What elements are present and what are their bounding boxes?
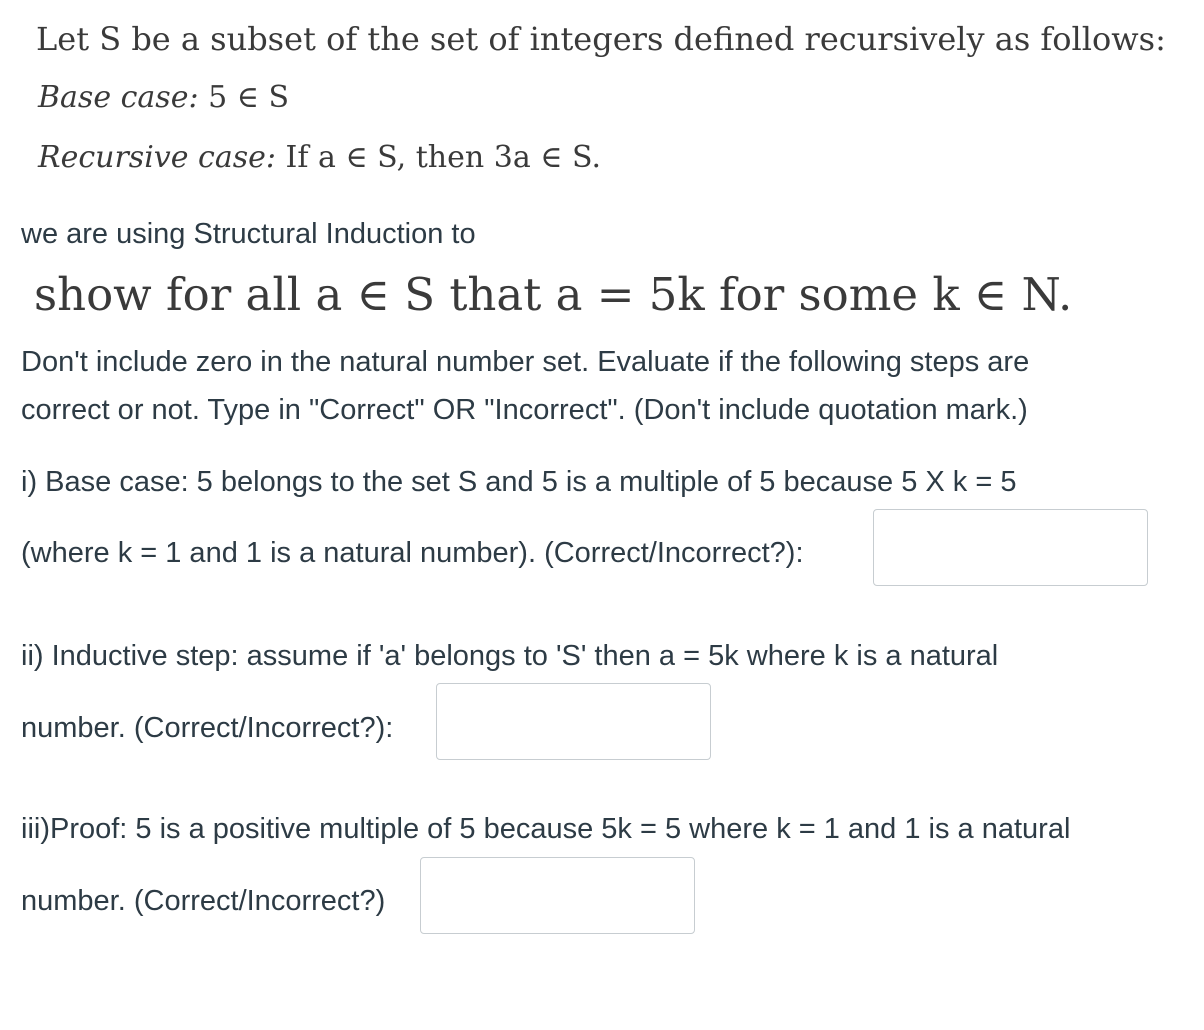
base-case-label: Base case:: [38, 80, 199, 115]
answer-input-2[interactable]: [436, 683, 711, 760]
instructions-line-2: correct or not. Type in "Correct" OR "Incorrect". (Don't include quotation mark.): [21, 394, 1028, 426]
recursive-case: [38, 140, 601, 175]
base-case-expression: 5 ∈ S: [208, 80, 290, 115]
question-3-line-1: iii)Proof: 5 is a positive multiple of 5 because 5k = 5 where k = 1 and 1 is a natural: [21, 813, 1071, 845]
answer-input-1[interactable]: [873, 509, 1148, 586]
question-2-line-2: number. (Correct/Incorrect?):: [21, 712, 394, 744]
question-3-line-2: number. (Correct/Incorrect?): [21, 885, 386, 917]
task-intro: we are using Structural Induction to: [21, 218, 476, 250]
question-2-line-1: ii) Inductive step: assume if 'a' belongs to 'S' then a = 5k where k is a natural: [21, 640, 999, 672]
answer-input-3[interactable]: [420, 857, 695, 934]
definition-intro: Let S be a subset of the set of integers defined recursively as follows:: [36, 20, 1166, 58]
recursive-case-label: Recursive case:: [38, 140, 276, 175]
base-case: [38, 80, 289, 115]
question-1-line-1: i) Base case: 5 belongs to the set S and 5 is a multiple of 5 because 5 X k = 5: [21, 466, 1017, 498]
induction-statement: show for all a ∈ S that a = 5k for some k ∈ N.: [34, 268, 1073, 321]
question-1-line-2: (where k = 1 and 1 is a natural number). (Correct/Incorrect?):: [21, 537, 804, 569]
recursive-case-expression: If a ∈ S, then 3a ∈ S.: [285, 140, 601, 175]
instructions-line-1: Don't include zero in the natural number set. Evaluate if the following steps are: [21, 346, 1030, 378]
